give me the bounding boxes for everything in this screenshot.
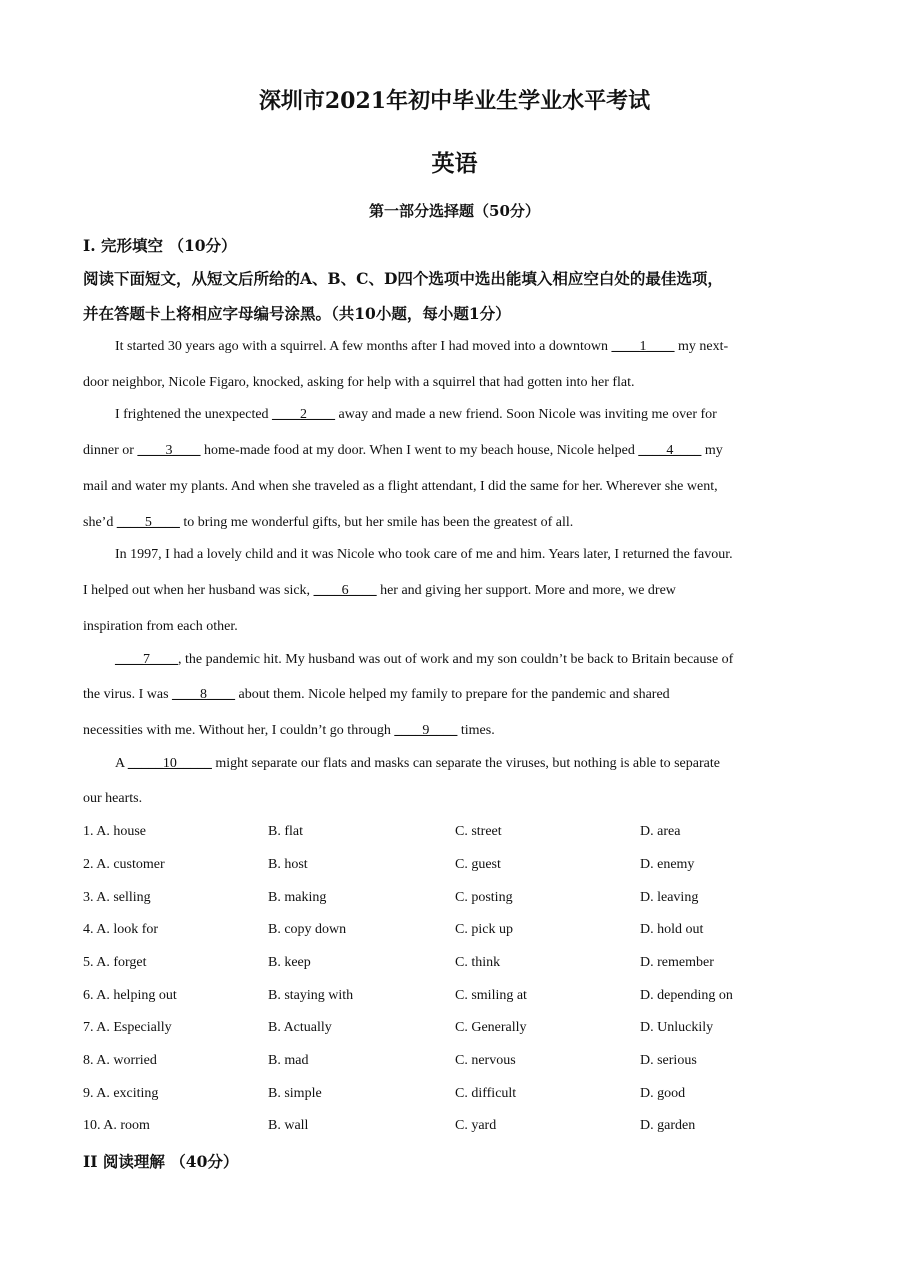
blank-5: ____5____	[116, 515, 180, 530]
option-4c: C. pick up	[455, 922, 513, 937]
option-2a: 2. A. customer	[83, 857, 165, 872]
passage-text: I helped out when her husband was sick,	[83, 583, 314, 598]
section2-heading: II 阅读理解 （40分）	[83, 1152, 239, 1171]
passage-text: It started 30 years ago with a squirrel. A few months after I had moved into a downtown	[115, 339, 612, 354]
option-1b: B. flat	[268, 824, 303, 839]
option-5d: D. remember	[640, 955, 714, 970]
subject-title: 英语	[431, 150, 478, 177]
passage-text: about them. Nicole helped my family to prepare for the pandemic and shared	[235, 687, 670, 702]
option-10a: 10. A. room	[83, 1118, 150, 1133]
option-3d: D. leaving	[640, 890, 699, 905]
passage-line	[115, 652, 825, 668]
blank-9: ____9____	[394, 723, 458, 738]
option-4b: B. copy down	[268, 922, 347, 937]
option-2d: D. enemy	[640, 857, 695, 872]
option-5b: B. keep	[268, 955, 311, 970]
option-1c: C. street	[455, 824, 502, 839]
passage-text: she’d	[83, 515, 117, 530]
passage-line	[83, 515, 823, 531]
option-6a: 6. A. helping out	[83, 988, 177, 1003]
option-5a: 5. A. forget	[83, 955, 147, 970]
passage-text: , the pandemic hit. My husband was out of work and my son couldn’t be back to Britain because of	[178, 652, 734, 667]
option-3a: 3. A. selling	[83, 890, 151, 905]
blank-7: ____7____	[115, 652, 178, 667]
passage-line	[83, 443, 823, 459]
option-6b: B. staying with	[268, 988, 354, 1003]
option-1d: D. area	[640, 824, 681, 839]
part-title: 第一部分选择题（50分）	[369, 202, 540, 220]
option-6c: C. smiling at	[455, 988, 527, 1003]
option-9d: D. good	[640, 1086, 686, 1101]
option-7b: B. Actually	[268, 1020, 332, 1035]
passage-text: to bring me wonderful gifts, but her smile has been the greatest of all.	[179, 515, 574, 530]
option-2c: C. guest	[455, 857, 501, 872]
option-8d: D. serious	[640, 1053, 697, 1068]
option-3b: B. making	[268, 890, 327, 905]
blank-6: ____6____	[313, 583, 377, 598]
exam-title: 深圳市2021年初中毕业生学业水平考试	[258, 88, 651, 114]
option-2b: B. host	[268, 857, 308, 872]
option-4d: D. hold out	[640, 922, 704, 937]
passage-text: the virus. I was	[83, 687, 173, 702]
option-7c: C. Generally	[455, 1020, 527, 1035]
option-9c: C. difficult	[455, 1086, 517, 1101]
blank-4: ____4____	[638, 443, 702, 458]
passage-line: our hearts.	[83, 791, 143, 806]
passage-line	[115, 407, 825, 423]
passage-text: I frightened the unexpected	[115, 407, 273, 422]
passage-line: In 1997, I had a lovely child and it was Nicole who took care of me and him. Years later, I returned the favour.	[115, 547, 733, 562]
passage-text: times.	[457, 723, 495, 738]
blank-2: ____2____	[272, 407, 336, 422]
passage-line	[115, 756, 825, 772]
passage-line	[115, 339, 825, 355]
option-8b: B. mad	[268, 1053, 309, 1068]
blank-1: ____1____	[611, 339, 675, 354]
option-8a: 8. A. worried	[83, 1053, 157, 1068]
passage-text: home-made food at my door. When I went to my beach house, Nicole helped	[200, 443, 639, 458]
option-7d: D. Unluckily	[640, 1020, 714, 1035]
option-7a: 7. A. Especially	[83, 1020, 172, 1035]
blank-8: ____8____	[172, 687, 236, 702]
blank-3: ____3____	[137, 443, 201, 458]
passage-line	[83, 583, 823, 599]
passage-text: away and made a new friend. Soon Nicole was inviting me over for	[335, 407, 717, 422]
option-10b: B. wall	[268, 1118, 309, 1133]
passage-text: her and giving her support. More and more, we drew	[376, 583, 676, 598]
passage-line: mail and water my plants. And when she traveled as a flight attendant, I did the same for her. Wherever she went,	[83, 479, 718, 494]
passage-text: my	[701, 443, 723, 458]
instruction-line-1: 阅读下面短文，从短文后所给的A、B、C、D四个选项中选出能填入相应空白处的最佳选项，	[83, 269, 723, 288]
passage-line	[83, 687, 823, 703]
instruction-line-2: 并在答题卡上将相应字母编号涂黑。（共10小题，每小题1分）	[83, 304, 511, 323]
blank-10: _____10_____	[127, 756, 212, 771]
passage-text: A	[115, 756, 128, 771]
option-9a: 9. A. exciting	[83, 1086, 159, 1101]
passage-text: dinner or	[83, 443, 138, 458]
section1-heading: I. 完形填空 （10分）	[83, 236, 237, 255]
option-10c: C. yard	[455, 1118, 497, 1133]
passage-line	[83, 723, 823, 739]
option-9b: B. simple	[268, 1086, 322, 1101]
option-8c: C. nervous	[455, 1053, 516, 1068]
passage-text: might separate our flats and masks can separate the viruses, but nothing is able to separate	[211, 756, 720, 771]
option-5c: C. think	[455, 955, 501, 970]
passage-text: my next-	[674, 339, 729, 354]
passage-line: door neighbor, Nicole Figaro, knocked, asking for help with a squirrel that had gotten into her flat.	[83, 375, 635, 390]
option-4a: 4. A. look for	[83, 922, 159, 937]
option-10d: D. garden	[640, 1118, 696, 1133]
passage-text: necessities with me. Without her, I couldn’t go through	[83, 723, 395, 738]
option-6d: D. depending on	[640, 988, 733, 1003]
passage-line: inspiration from each other.	[83, 619, 238, 634]
option-3c: C. posting	[455, 890, 513, 905]
option-1a: 1. A. house	[83, 824, 146, 839]
